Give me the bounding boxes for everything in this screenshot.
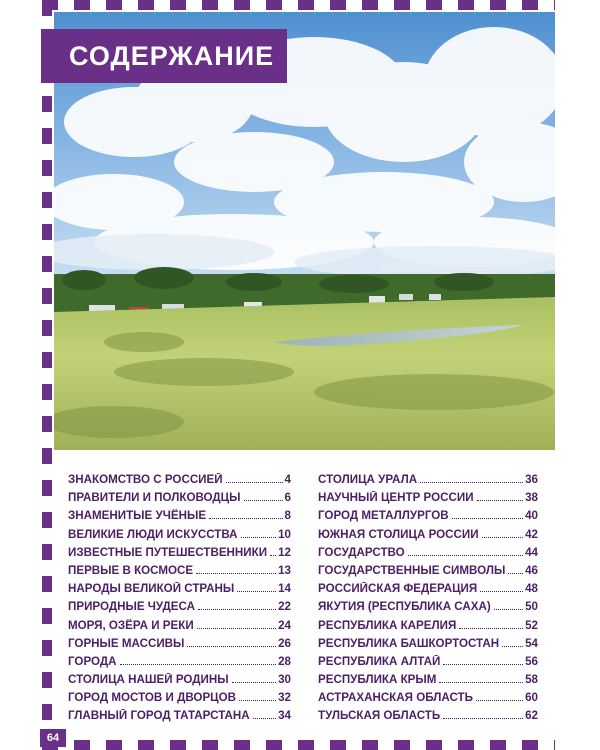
toc-entry-title: ГОРНЫЕ МАССИВЫ bbox=[68, 636, 185, 650]
toc-entry bbox=[68, 637, 291, 655]
toc-entry-title: ПРИРОДНЫЕ ЧУДЕСА bbox=[68, 600, 195, 614]
toc-entry-title: ПРАВИТЕЛИ И ПОЛКОВОДЦЫ bbox=[68, 491, 241, 505]
toc-entry-page: 30 bbox=[278, 673, 291, 687]
toc-leader-dots bbox=[494, 609, 523, 610]
toc-entry bbox=[68, 509, 291, 527]
toc-entry bbox=[318, 473, 538, 491]
toc-entry bbox=[318, 673, 538, 691]
toc-leader-dots bbox=[443, 718, 523, 719]
toc-entry-title: ПЕРВЫЕ В КОСМОСЕ bbox=[68, 563, 194, 577]
toc-left-column bbox=[68, 473, 291, 728]
toc-entry bbox=[318, 637, 538, 655]
toc-right-column bbox=[318, 473, 538, 728]
toc-entry bbox=[68, 709, 291, 727]
toc-leader-dots bbox=[226, 482, 283, 483]
toc-entry-page: 44 bbox=[525, 545, 538, 559]
toc-entry-page: 10 bbox=[278, 527, 291, 541]
page-title: СОДЕРЖАНИЕ bbox=[41, 29, 287, 83]
toc-entry-title: АСТРАХАНСКАЯ ОБЛАСТЬ bbox=[318, 691, 473, 705]
toc-entry bbox=[68, 528, 291, 546]
toc-leader-dots bbox=[209, 518, 282, 519]
toc-leader-dots bbox=[198, 609, 276, 610]
toc-entry-title: НАУЧНЫЙ ЦЕНТР РОССИИ bbox=[318, 491, 474, 505]
decorative-border-bottom bbox=[42, 740, 555, 750]
toc-entry-page: 4 bbox=[284, 473, 291, 486]
toc-entry bbox=[68, 655, 291, 673]
toc-entry-page: 60 bbox=[525, 691, 538, 705]
toc-entry-page: 62 bbox=[525, 709, 538, 723]
toc-entry-title: ЯКУТИЯ (РЕСПУБЛИКА САХА) bbox=[318, 600, 491, 614]
toc-entry bbox=[318, 491, 538, 509]
toc-entry-title: ТУЛЬСКАЯ ОБЛАСТЬ bbox=[318, 709, 441, 723]
toc-entry bbox=[318, 619, 538, 637]
toc-leader-dots bbox=[408, 555, 523, 556]
toc-entry-title: ЗНАМЕНИТЫЕ УЧЁНЫЕ bbox=[68, 509, 207, 523]
toc-entry-page: 58 bbox=[525, 673, 538, 687]
toc-entry-page: 36 bbox=[525, 473, 538, 486]
toc-leader-dots bbox=[232, 682, 277, 683]
toc-entry-page: 12 bbox=[278, 545, 291, 559]
toc-entry-title: ГЛАВНЫЙ ГОРОД ТАТАРСТАНА bbox=[68, 709, 250, 723]
toc-leader-dots bbox=[239, 700, 276, 701]
toc-entry bbox=[318, 691, 538, 709]
toc-leader-dots bbox=[253, 718, 276, 719]
toc-entry-title: ГОРОД МОСТОВ И ДВОРЦОВ bbox=[68, 691, 237, 705]
toc-leader-dots bbox=[476, 700, 523, 701]
toc-leader-dots bbox=[237, 591, 276, 592]
toc-entry-title: ЗНАКОМСТВО С РОССИЕЙ bbox=[68, 473, 223, 486]
toc-entry-page: 22 bbox=[278, 600, 291, 614]
toc-leader-dots bbox=[443, 664, 523, 665]
toc-leader-dots bbox=[244, 500, 283, 501]
toc-entry-page: 52 bbox=[525, 618, 538, 632]
toc-entry-title: ВЕЛИКИЕ ЛЮДИ ИСКУССТВА bbox=[68, 527, 238, 541]
toc-entry bbox=[318, 582, 538, 600]
toc-entry bbox=[318, 709, 538, 727]
toc-entry-page: 28 bbox=[278, 654, 291, 668]
toc-entry-page: 24 bbox=[278, 618, 291, 632]
toc-entry bbox=[68, 546, 291, 564]
toc-entry-page: 34 bbox=[278, 709, 291, 723]
page-number: 64 bbox=[40, 729, 66, 747]
toc-entry-page: 48 bbox=[525, 582, 538, 596]
toc-entry bbox=[318, 655, 538, 673]
toc-entry-title: СТОЛИЦА НАШЕЙ РОДИНЫ bbox=[68, 673, 229, 687]
toc-entry-page: 8 bbox=[284, 509, 291, 523]
toc-entry bbox=[318, 528, 538, 546]
toc-entry-title: РЕСПУБЛИКА КРЫМ bbox=[318, 673, 437, 687]
toc-entry-title: РЕСПУБЛИКА КАРЕЛИЯ bbox=[318, 618, 457, 632]
toc-entry-page: 46 bbox=[525, 563, 538, 577]
toc-entry-title: НАРОДЫ ВЕЛИКОЙ СТРАНЫ bbox=[68, 582, 235, 596]
toc-entry-title: РЕСПУБЛИКА АЛТАЙ bbox=[318, 654, 441, 668]
toc-entry bbox=[68, 491, 291, 509]
toc-leader-dots bbox=[502, 646, 523, 647]
toc-entry-page: 14 bbox=[278, 582, 291, 596]
toc-leader-dots bbox=[439, 682, 523, 683]
toc-entry-page: 6 bbox=[284, 491, 291, 505]
toc-entry-title: ГОРОД МЕТАЛЛУРГОВ bbox=[318, 509, 449, 523]
toc-leader-dots bbox=[482, 537, 524, 538]
toc-leader-dots bbox=[452, 518, 523, 519]
toc-entry-page: 50 bbox=[525, 600, 538, 614]
toc-leader-dots bbox=[480, 591, 523, 592]
toc-leader-dots bbox=[120, 664, 277, 665]
toc-entry bbox=[68, 582, 291, 600]
toc-entry-page: 42 bbox=[525, 527, 538, 541]
toc-entry-title: РОССИЙСКАЯ ФЕДЕРАЦИЯ bbox=[318, 582, 478, 596]
toc-entry-title: МОРЯ, ОЗЁРА И РЕКИ bbox=[68, 618, 194, 632]
toc-entry bbox=[68, 619, 291, 637]
toc-leader-dots bbox=[477, 500, 524, 501]
toc-entry bbox=[318, 509, 538, 527]
toc-leader-dots bbox=[508, 573, 523, 574]
toc-leader-dots bbox=[270, 555, 276, 556]
toc-entry-title: СТОЛИЦА УРАЛА bbox=[318, 473, 418, 486]
decorative-border-top bbox=[42, 0, 555, 10]
toc-leader-dots bbox=[196, 573, 276, 574]
toc-entry-title: РЕСПУБЛИКА БАШКОРТОСТАН bbox=[318, 636, 500, 650]
toc-entry bbox=[318, 564, 538, 582]
toc-entry-page: 56 bbox=[525, 654, 538, 668]
toc-entry bbox=[68, 564, 291, 582]
toc-entry-page: 26 bbox=[278, 636, 291, 650]
toc-entry-title: ГОСУДАРСТВЕННЫЕ СИМВОЛЫ bbox=[318, 563, 506, 577]
toc-entry bbox=[318, 600, 538, 618]
toc-leader-dots bbox=[241, 537, 277, 538]
toc-entry bbox=[68, 473, 291, 491]
toc-entry-page: 13 bbox=[278, 563, 291, 577]
toc-entry-page: 40 bbox=[525, 509, 538, 523]
toc-entry-page: 32 bbox=[278, 691, 291, 705]
toc-leader-dots bbox=[197, 628, 276, 629]
toc-entry-title: ИЗВЕСТНЫЕ ПУТЕШЕСТВЕННИКИ bbox=[68, 545, 268, 559]
toc-entry-title: ГОСУДАРСТВО bbox=[318, 545, 405, 559]
toc-entry bbox=[68, 600, 291, 618]
toc-entry-title: ЮЖНАЯ СТОЛИЦА РОССИИ bbox=[318, 527, 479, 541]
toc-entry-page: 38 bbox=[525, 491, 538, 505]
toc-leader-dots bbox=[459, 628, 523, 629]
toc-entry bbox=[318, 546, 538, 564]
toc-leader-dots bbox=[420, 482, 523, 483]
toc-entry bbox=[68, 691, 291, 709]
toc-entry-title: ГОРОДА bbox=[68, 654, 117, 668]
toc-entry bbox=[68, 673, 291, 691]
toc-leader-dots bbox=[187, 646, 276, 647]
decorative-border-left bbox=[42, 0, 52, 742]
toc-entry-page: 54 bbox=[525, 636, 538, 650]
